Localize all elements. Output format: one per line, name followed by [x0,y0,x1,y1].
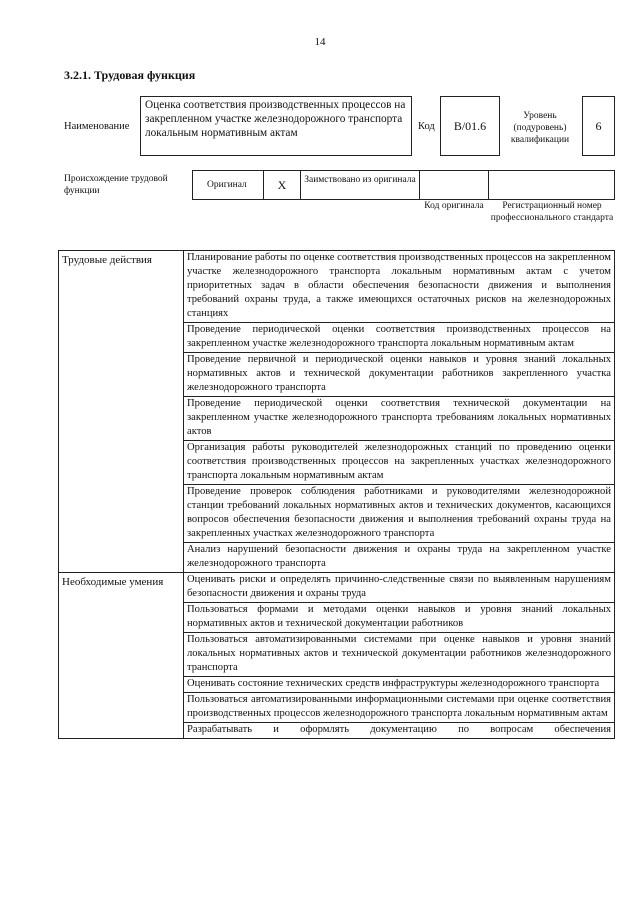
skill-5: Пользоваться автоматизированными информационными системами при оценке соответствия производственных процессов железнодорожного транспорта локальным нормативным актам [184,693,615,723]
reg-number-cell [488,170,615,200]
page-number: 14 [314,36,326,48]
code-label: Код [418,121,435,132]
code-original-caption: Код оригинала [424,201,484,211]
code-box [440,96,500,156]
labor-actions-label: Трудовые действия [59,251,184,573]
skill-6: Разрабатывать и оформлять документацию по вопросам обеспечения [184,723,615,739]
origin-label: Происхождение трудовой функции [64,174,168,196]
original-mark-cell [263,170,301,200]
skill-2: Пользоваться формами и методами оценки навыков и уровня знаний локальных нормативных актов и технической документации работников [184,603,615,633]
skills-label: Необходимые умения [59,573,184,739]
original-cell [192,170,264,200]
skill-1: Оценивать риски и определять причинно-следственные связи по выявленным нарушениям безопасности движения и охраны труда [184,573,615,603]
table-row [59,251,615,323]
original-label: Оригинал [207,180,247,190]
borrowed-cell [300,170,420,200]
name-label: Наименование [64,121,130,132]
section-title: 3.2.1. Трудовая функция [64,68,196,82]
function-name: Оценка соответствия производственных процессов на закрепленном участке железнодорожного транспорта локальным нормативным актам [145,99,406,139]
level-box [582,96,615,156]
table-body [59,251,615,739]
code-original-cell [419,170,489,200]
original-mark: X [277,177,287,192]
labor-action-7: Анализ нарушений безопасности движения и охраны труда на закрепленном участке железнодорожного транспорта [184,543,615,573]
reg-number-caption: Регистрационный номер профессионального стандарта [490,201,614,223]
skill-3: Пользоваться автоматизированными системами при оценке навыков и уровня знаний локальных нормативных актов и технической документации работников железнодорожного транспорта [184,633,615,677]
level-value: 6 [595,118,602,133]
labor-action-3: Проведение первичной и периодической оценки навыков и уровня знаний локальных нормативных актов и технической документации работников закрепленного участка железнодорожного транспорта [184,353,615,397]
labor-action-5: Организация работы руководителей железнодорожных станций по проведению оценки соответствия производственных процессов на закрепленных участках железнодорожного транспорта локальным нормативным актам [184,441,615,485]
labor-action-6: Проведение проверок соблюдения работниками и руководителями железнодорожной станции требований локальных нормативных актов и технических документов, касающихся вопросов обеспечения безопасности движения и выполнения требований охраны труда на закрепленных участках железнодорожного транспорта [184,485,615,543]
function-name-box [140,96,412,156]
level-label: Уровень (подуровень) квалификации [510,111,570,145]
labor-action-4: Проведение периодической оценки соответствия технической документации на закрепленном участке железнодорожного транспорта требованиям локальных нормативных актов [184,397,615,441]
labor-action-1: Планирование работы по оценке соответствия производственных процессов на закрепленном участке железнодорожного транспорта локальным нормативным актам с учетом приоритетных задач в области обеспечения безопасности движения и выполнения требований охраны труда, а также имеющихся остаточных рисков на железнодорожных станциях [184,251,615,323]
skill-4: Оценивать состояние технических средств инфраструктуры железнодорожного транспорта [184,677,615,693]
table-row [59,573,615,603]
function-table [58,250,615,739]
borrowed-label: Заимствовано из оригинала [304,175,416,185]
code-value: B/01.6 [453,118,487,133]
labor-action-2: Проведение периодической оценки соответствия производственных процессов на закрепленном участке железнодорожного транспорта локальным нормативным актам [184,323,615,353]
